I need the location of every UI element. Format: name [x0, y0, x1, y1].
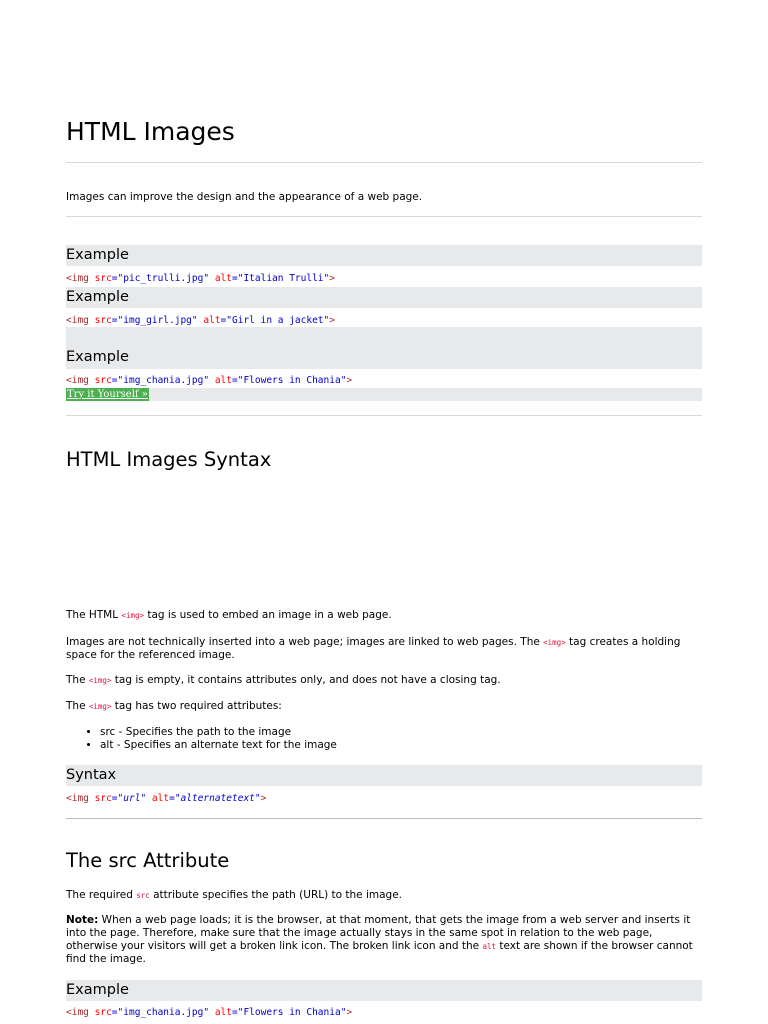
code-example: <img src="pic_trulli.jpg" alt="Italian Trulli"> [66, 273, 335, 284]
example-label: Example [66, 349, 129, 365]
list-item: • src - Specifies the path to the image [100, 726, 337, 739]
divider [66, 415, 702, 416]
note-paragraph: Note: When a web page loads; it is the browser, at that moment, that gets the image from a web server and inserts it into the page. Therefore, make sure that the image actually stays in the same spot in relation to the web page, otherwise your visitors will get a broken link icon. The broken link icon and the alt text are shown if the browser cannot find the image. [66, 914, 693, 965]
inline-code: <img> [543, 638, 566, 647]
section-heading: HTML Images Syntax [66, 448, 272, 471]
code-syntax: <img src="url" alt="alternatetext"> [66, 793, 267, 804]
paragraph: The required src attribute specifies the path (URL) to the image. [66, 889, 403, 901]
paragraph: The <img> tag has two required attributes: [66, 700, 282, 712]
example-label: Example [66, 247, 129, 263]
syntax-header [66, 765, 702, 786]
inline-code: <img> [88, 676, 112, 685]
divider [66, 162, 702, 163]
code-example: <img src="img_girl.jpg" alt="Girl in a jacket"> [66, 315, 335, 326]
inline-code: <img> [121, 611, 145, 620]
divider [66, 818, 702, 819]
inline-code: src [136, 891, 150, 900]
section-heading: The src Attribute [66, 849, 230, 872]
list-item: • alt - Specifies an alternate text for the image [100, 739, 337, 752]
example-header [66, 245, 702, 266]
syntax-label: Syntax [66, 767, 117, 783]
example-header [66, 287, 702, 308]
inline-code: <img> [88, 702, 112, 711]
divider [66, 216, 702, 217]
try-it-yourself-button[interactable]: Try it Yourself » [67, 389, 148, 400]
intro-text: Images can improve the design and the appearance of a web page. [66, 191, 423, 203]
attribute-list [80, 726, 337, 752]
example-label: Example [66, 982, 129, 998]
inline-code: alt [482, 942, 497, 951]
paragraph: Images are not technically inserted into a web page; images are linked to web pages. The <img> tag creates a holding space for the referenced image. [66, 636, 681, 661]
example-header [66, 327, 702, 369]
code-example: <img src="img_chania.jpg" alt="Flowers in Chania"> [66, 1007, 353, 1018]
paragraph: The <img> tag is empty, it contains attributes only, and does not have a closing tag. [66, 674, 501, 686]
example-footer [66, 388, 702, 401]
example-header [66, 980, 702, 1001]
example-label: Example [66, 289, 129, 305]
page-title: HTML Images [66, 117, 235, 146]
code-example: <img src="img_chania.jpg" alt="Flowers in Chania"> [66, 375, 353, 386]
paragraph: The HTML <img> tag is used to embed an image in a web page. [66, 609, 392, 621]
